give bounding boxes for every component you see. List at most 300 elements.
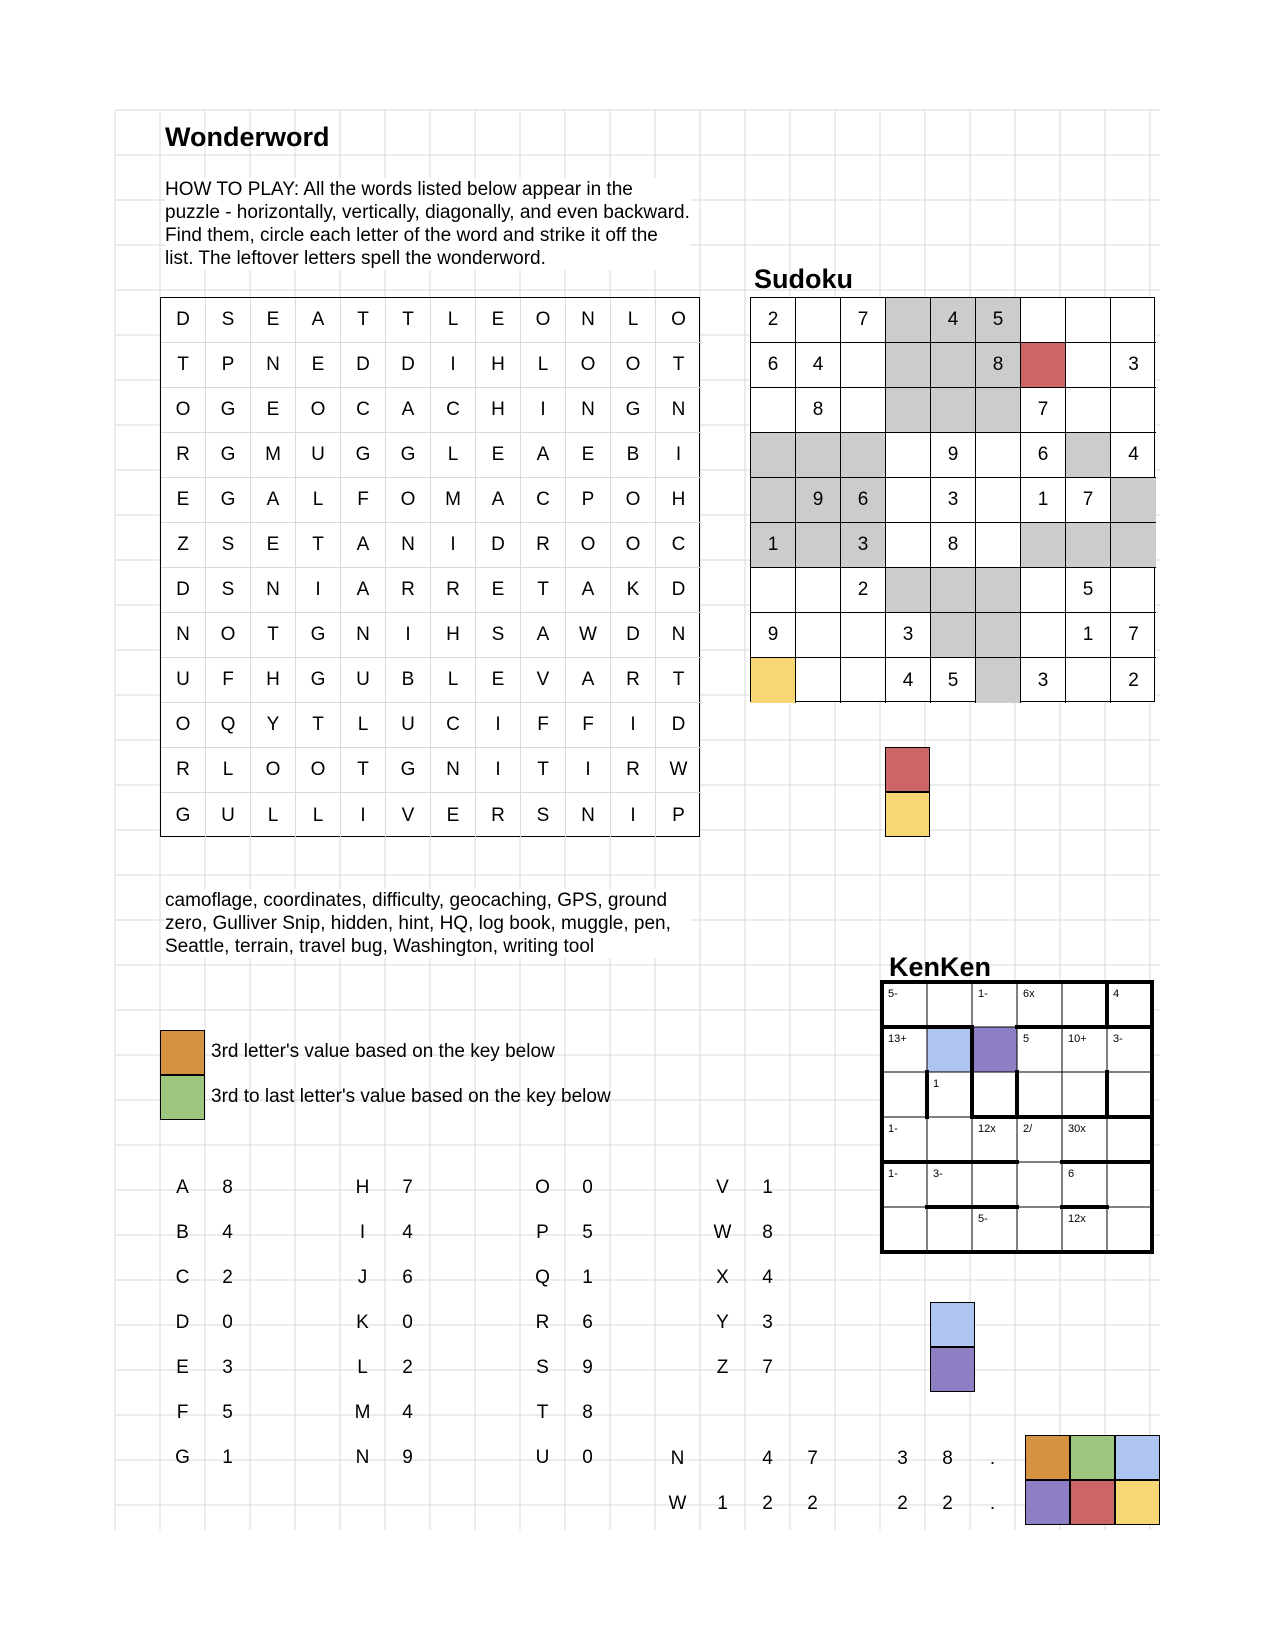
wonderword-letter[interactable]: E	[476, 658, 521, 703]
blue-swatch	[930, 1302, 975, 1347]
sudoku-cell[interactable]	[931, 613, 976, 658]
west-coordinate-char: W	[668, 1492, 687, 1514]
key-value: 5	[582, 1221, 593, 1243]
wonderword-letter[interactable]: D	[341, 343, 386, 388]
wonderword-letter[interactable]: P	[206, 343, 251, 388]
key-value: 0	[582, 1176, 593, 1198]
north-coordinate-char: .	[989, 1447, 996, 1469]
sudoku-cell[interactable]: 3	[1021, 658, 1066, 703]
wonderword-grid[interactable]	[160, 297, 700, 837]
sudoku-cell[interactable]	[751, 658, 796, 703]
wonderword-letter[interactable]: A	[251, 478, 296, 523]
wonderword-letter[interactable]: O	[566, 523, 611, 568]
sudoku-cell[interactable]: 7	[1111, 613, 1156, 658]
kenken-cell[interactable]	[1017, 1072, 1062, 1117]
wonderword-letter[interactable]: E	[476, 568, 521, 613]
sudoku-cell[interactable]	[1111, 478, 1156, 523]
key-letter: K	[356, 1311, 369, 1333]
wonderword-letter[interactable]: E	[476, 433, 521, 478]
kenken-cell[interactable]	[972, 1072, 1017, 1117]
key-letter: U	[535, 1446, 550, 1468]
wonderword-letter[interactable]: H	[251, 658, 296, 703]
sudoku-cell[interactable]: 8	[931, 523, 976, 568]
sudoku-cell[interactable]: 8	[976, 343, 1021, 388]
wonderword-letter[interactable]: O	[521, 298, 566, 343]
wonderword-letter[interactable]: Q	[206, 703, 251, 748]
wonderword-letter[interactable]: E	[251, 388, 296, 433]
kenken-cell[interactable]	[1107, 1117, 1152, 1162]
wonderword-letter[interactable]: H	[431, 613, 476, 658]
wonderword-letter[interactable]: M	[431, 478, 476, 523]
sudoku-cell[interactable]	[841, 658, 886, 703]
kenken-title: KenKen	[889, 952, 992, 982]
wonderword-letter[interactable]: C	[341, 388, 386, 433]
kenken-cell[interactable]	[927, 1117, 972, 1162]
wonderword-letter[interactable]: U	[206, 793, 251, 838]
wonderword-letter[interactable]: G	[296, 613, 341, 658]
west-coordinate-char: 2	[942, 1492, 953, 1514]
key-letter: Z	[716, 1356, 729, 1378]
key-letter: P	[536, 1221, 549, 1243]
key-letter: X	[716, 1266, 729, 1288]
key-value: 9	[582, 1356, 593, 1378]
wonderword-letter[interactable]: S	[521, 793, 566, 838]
wonderword-letter[interactable]: B	[386, 658, 431, 703]
kenken-cell[interactable]	[882, 1207, 927, 1252]
kenken-cell[interactable]	[1107, 1072, 1152, 1117]
sudoku-cell[interactable]	[751, 568, 796, 613]
sudoku-cell[interactable]	[1066, 523, 1111, 568]
kenken-clue: 6	[1068, 1168, 1075, 1180]
north-coordinate-char: 7	[807, 1447, 818, 1469]
wonderword-letter[interactable]: T	[296, 523, 341, 568]
sudoku-cell[interactable]	[1066, 388, 1111, 433]
wonderword-letter[interactable]: L	[431, 433, 476, 478]
green-legend-swatch	[160, 1075, 205, 1120]
kenken-cell[interactable]	[882, 1072, 927, 1117]
wonderword-letter[interactable]: A	[341, 523, 386, 568]
wonderword-letter[interactable]: H	[656, 478, 701, 523]
wonderword-letter[interactable]: A	[521, 613, 566, 658]
wonderword-letter[interactable]: O	[161, 388, 206, 433]
wonderword-instructions: HOW TO PLAY: All the words listed below appear in the puzzle - horizontally, vertically, diagonally, and even backward. Find them, circle each letter of the word and strike it off the list. The leftover letters spell the wonderword.	[165, 179, 690, 269]
sudoku-cell[interactable]	[886, 298, 931, 343]
wonderword-letter[interactable]: F	[206, 658, 251, 703]
north-coordinate-char: 3	[897, 1447, 908, 1469]
sudoku-cell[interactable]	[976, 658, 1021, 703]
wonderword-letter[interactable]: E	[476, 298, 521, 343]
wonderword-letter[interactable]: L	[251, 793, 296, 838]
wonderword-letter[interactable]: R	[161, 433, 206, 478]
wonderword-letter[interactable]: E	[251, 298, 296, 343]
wonderword-letter[interactable]: T	[521, 568, 566, 613]
wonderword-letter[interactable]: L	[611, 298, 656, 343]
key-value: 1	[762, 1176, 773, 1198]
wonderword-letter[interactable]: N	[161, 613, 206, 658]
wonderword-letter[interactable]: O	[656, 298, 701, 343]
kenken-clue: 5	[1023, 1033, 1030, 1045]
wonderword-letter[interactable]: P	[566, 478, 611, 523]
wonderword-letter[interactable]: R	[386, 568, 431, 613]
wonderword-letter[interactable]: E	[566, 433, 611, 478]
sudoku-cell[interactable]: 3	[841, 523, 886, 568]
key-letter: Q	[535, 1266, 550, 1288]
kenken-clue: 1-	[888, 1168, 898, 1180]
wonderword-letter[interactable]: P	[672, 804, 685, 826]
sudoku-cell[interactable]: 5	[931, 658, 976, 703]
sudoku-cell[interactable]: 7	[1021, 388, 1066, 433]
wonderword-letter[interactable]: R	[476, 793, 521, 838]
wonderword-letter[interactable]: V	[521, 658, 566, 703]
sudoku-cell[interactable]	[1021, 613, 1066, 658]
wonderword-letter[interactable]: O	[611, 523, 656, 568]
sudoku-cell[interactable]	[796, 568, 841, 613]
sudoku-cell[interactable]	[1021, 523, 1066, 568]
key-value: 0	[402, 1311, 413, 1333]
sudoku-cell[interactable]	[1021, 343, 1066, 388]
wonderword-letter[interactable]: N	[566, 793, 611, 838]
kenken-cell[interactable]	[972, 1162, 1017, 1207]
west-coordinate-char: 2	[807, 1492, 818, 1514]
wonderword-letter[interactable]: D	[161, 568, 206, 613]
wonderword-letter[interactable]: G	[206, 478, 251, 523]
sudoku-cell[interactable]	[751, 433, 796, 478]
kenken-cell[interactable]	[1017, 1162, 1062, 1207]
wonderword-letter[interactable]: F	[566, 703, 611, 748]
wonderword-letter[interactable]: T	[341, 298, 386, 343]
sudoku-cell[interactable]	[886, 343, 931, 388]
sudoku-cell[interactable]	[1021, 298, 1066, 343]
wonderword-letter[interactable]: N	[251, 343, 296, 388]
wonderword-letter[interactable]: T	[386, 298, 431, 343]
wonderword-letter[interactable]: L	[341, 703, 386, 748]
sudoku-cell[interactable]: 2	[841, 568, 886, 613]
key-letter: I	[359, 1221, 366, 1243]
wonderword-letter[interactable]: R	[161, 748, 206, 793]
wonderword-letter[interactable]: Z	[161, 523, 206, 568]
key-value: 5	[222, 1401, 233, 1423]
key-letter: W	[713, 1221, 732, 1243]
sudoku-cell[interactable]: 4	[886, 658, 931, 703]
sudoku-cell[interactable]	[886, 433, 931, 478]
sudoku-cell[interactable]	[931, 568, 976, 613]
wonderword-letter[interactable]: T	[296, 703, 341, 748]
sudoku-cell[interactable]: 1	[1021, 478, 1066, 523]
sudoku-cell[interactable]	[841, 388, 886, 433]
wonderword-letter[interactable]: O	[296, 748, 341, 793]
sudoku-cell[interactable]	[751, 388, 796, 433]
coordinate-swatch-yellow	[1115, 1480, 1160, 1525]
wonderword-letter[interactable]: O	[206, 613, 251, 658]
wonderword-letter[interactable]: E	[296, 343, 341, 388]
sudoku-cell[interactable]	[1021, 568, 1066, 613]
wonderword-letter[interactable]: A	[476, 478, 521, 523]
sudoku-cell[interactable]	[796, 433, 841, 478]
wonderword-letter[interactable]: I	[611, 793, 656, 838]
sudoku-cell[interactable]: 9	[796, 478, 841, 523]
wonderword-letter[interactable]: M	[251, 433, 296, 478]
key-value: 1	[222, 1446, 233, 1468]
wonderword-letter[interactable]: I	[431, 343, 476, 388]
wonderword-letter[interactable]: I	[521, 388, 566, 433]
west-coordinate-char: 2	[762, 1492, 773, 1514]
key-letter: F	[176, 1401, 189, 1423]
sudoku-cell[interactable]: 1	[1066, 613, 1111, 658]
sudoku-cell[interactable]: 8	[796, 388, 841, 433]
sudoku-cell[interactable]	[796, 523, 841, 568]
sudoku-cell[interactable]	[796, 658, 841, 703]
wonderword-letter[interactable]: G	[386, 433, 431, 478]
sudoku-cell[interactable]: 6	[1021, 433, 1066, 478]
key-value: 1	[582, 1266, 593, 1288]
wonderword-letter[interactable]: E	[431, 793, 476, 838]
wonderword-letter[interactable]: A	[566, 658, 611, 703]
wonderword-letter[interactable]: N	[341, 613, 386, 658]
wonderword-letter[interactable]: B	[611, 433, 656, 478]
sudoku-cell[interactable]: 3	[931, 478, 976, 523]
sudoku-cell[interactable]	[796, 613, 841, 658]
wonderword-word-list: camoflage, coordinates, difficulty, geocaching, GPS, ground zero, Gulliver Snip, hidden, hint, HQ, log book, muggle, pen, Seattle, terrain, travel bug, Washington, writing tool	[165, 889, 690, 958]
west-coordinate-char: .	[989, 1492, 996, 1514]
kenken-cell[interactable]	[1062, 1072, 1107, 1117]
wonderword-letter[interactable]: S	[206, 568, 251, 613]
key-value: 3	[762, 1311, 773, 1333]
wonderword-letter[interactable]: Y	[251, 703, 296, 748]
wonderword-letter[interactable]: T	[656, 658, 701, 703]
wonderword-letter[interactable]: I	[566, 748, 611, 793]
wonderword-letter[interactable]: O	[566, 343, 611, 388]
wonderword-letter[interactable]: H	[476, 343, 521, 388]
wonderword-letter[interactable]: S	[206, 298, 251, 343]
sudoku-cell[interactable]	[796, 298, 841, 343]
sudoku-cell[interactable]	[886, 568, 931, 613]
sudoku-cell[interactable]	[841, 343, 886, 388]
sudoku-cell[interactable]: 5	[976, 298, 1021, 343]
sudoku-grid[interactable]	[750, 297, 1155, 702]
sudoku-cell[interactable]	[931, 388, 976, 433]
wonderword-letter[interactable]: O	[386, 478, 431, 523]
wonderword-letter[interactable]: R	[521, 523, 566, 568]
sudoku-cell[interactable]: 2	[751, 298, 796, 343]
sudoku-cell[interactable]: 1	[751, 523, 796, 568]
wonderword-letter[interactable]: C	[431, 388, 476, 433]
kenken-clue: 2/	[1023, 1123, 1033, 1135]
wonderword-letter[interactable]: I	[611, 703, 656, 748]
wonderword-letter[interactable]: N	[566, 388, 611, 433]
sudoku-cell[interactable]	[976, 523, 1021, 568]
wonderword-letter[interactable]: C	[656, 523, 701, 568]
wonderword-letter[interactable]: G	[206, 433, 251, 478]
wonderword-letter[interactable]: K	[611, 568, 656, 613]
wonderword-letter[interactable]: R	[611, 748, 656, 793]
sudoku-cell[interactable]	[1066, 343, 1111, 388]
wonderword-letter[interactable]: A	[296, 298, 341, 343]
key-value: 7	[402, 1176, 413, 1198]
wonderword-letter[interactable]: G	[296, 658, 341, 703]
coordinate-swatch-red	[1070, 1480, 1115, 1525]
wonderword-letter[interactable]: I	[296, 568, 341, 613]
wonderword-letter[interactable]: U	[296, 433, 341, 478]
wonderword-letter[interactable]: C	[521, 478, 566, 523]
sudoku-cell[interactable]: 4	[1111, 433, 1156, 478]
coordinate-swatch-blue	[1115, 1435, 1160, 1480]
sudoku-cell[interactable]	[976, 433, 1021, 478]
sudoku-cell[interactable]: 6	[751, 343, 796, 388]
sudoku-cell[interactable]: 9	[751, 613, 796, 658]
wonderword-letter[interactable]: T	[341, 748, 386, 793]
key-value: 0	[222, 1311, 233, 1333]
sudoku-cell[interactable]	[1066, 658, 1111, 703]
wonderword-letter[interactable]: O	[296, 388, 341, 433]
wonderword-letter[interactable]: O	[611, 343, 656, 388]
wonderword-letter[interactable]: G	[206, 388, 251, 433]
sudoku-cell[interactable]: 4	[931, 298, 976, 343]
wonderword-letter[interactable]: R	[431, 568, 476, 613]
wonderword-letter[interactable]: L	[431, 298, 476, 343]
sudoku-cell[interactable]	[841, 613, 886, 658]
sudoku-cell[interactable]: 9	[931, 433, 976, 478]
wonderword-letter[interactable]: U	[386, 703, 431, 748]
wonderword-letter[interactable]: O	[161, 703, 206, 748]
wonderword-letter[interactable]: D	[656, 703, 701, 748]
wonderword-letter[interactable]: V	[386, 793, 431, 838]
sudoku-cell[interactable]	[976, 568, 1021, 613]
wonderword-letter[interactable]: G	[611, 388, 656, 433]
sudoku-cell[interactable]	[1111, 388, 1156, 433]
wonderword-letter[interactable]: A	[386, 388, 431, 433]
kenken-cell[interactable]	[927, 982, 972, 1027]
kenken-clue: 12x	[978, 1123, 996, 1135]
wonderword-letter[interactable]: F	[521, 703, 566, 748]
wonderword-letter[interactable]: D	[656, 568, 701, 613]
kenken-clue: 1-	[888, 1123, 898, 1135]
sudoku-cell[interactable]	[976, 388, 1021, 433]
wonderword-letter[interactable]: N	[656, 388, 701, 433]
wonderword-letter[interactable]: I	[476, 703, 521, 748]
kenken-clue: 1-	[978, 988, 988, 1000]
wonderword-letter[interactable]: H	[476, 388, 521, 433]
wonderword-letter[interactable]: I	[476, 748, 521, 793]
wonderword-letter[interactable]: E	[161, 478, 206, 523]
sudoku-cell[interactable]	[886, 478, 931, 523]
wonderword-letter[interactable]: E	[251, 523, 296, 568]
kenken-cell[interactable]	[1107, 1162, 1152, 1207]
kenken-cell[interactable]	[927, 1027, 972, 1072]
sudoku-cell[interactable]: 2	[1128, 669, 1139, 691]
wonderword-letter[interactable]: C	[431, 703, 476, 748]
wonderword-letter[interactable]: W	[566, 613, 611, 658]
sudoku-cell[interactable]: 3	[886, 613, 931, 658]
key-letter: G	[175, 1446, 190, 1468]
sudoku-cell[interactable]	[841, 433, 886, 478]
sudoku-cell[interactable]	[751, 478, 796, 523]
sudoku-cell[interactable]	[1111, 568, 1156, 613]
orange-legend-text: 3rd letter's value based on the key below	[211, 1041, 555, 1062]
wonderword-letter[interactable]: G	[341, 433, 386, 478]
wonderword-letter[interactable]: D	[611, 613, 656, 658]
sudoku-cell[interactable]	[1066, 433, 1111, 478]
kenken-cell[interactable]	[927, 1207, 972, 1252]
wonderword-letter[interactable]: N	[566, 298, 611, 343]
wonderword-letter[interactable]: N	[656, 613, 701, 658]
sudoku-cell[interactable]	[1066, 298, 1111, 343]
wonderword-letter[interactable]: D	[386, 343, 431, 388]
wonderword-letter[interactable]: O	[251, 748, 296, 793]
sudoku-cell[interactable]	[886, 388, 931, 433]
wonderword-letter[interactable]: W	[656, 748, 701, 793]
key-value: 6	[582, 1311, 593, 1333]
wonderword-letter[interactable]: T	[521, 748, 566, 793]
wonderword-letter[interactable]: A	[341, 568, 386, 613]
kenken-cell[interactable]	[1017, 1207, 1062, 1252]
wonderword-letter[interactable]: I	[386, 613, 431, 658]
wonderword-letter[interactable]: I	[431, 523, 476, 568]
wonderword-letter[interactable]: N	[386, 523, 431, 568]
kenken-cell[interactable]	[1062, 982, 1107, 1027]
wonderword-letter[interactable]: N	[251, 568, 296, 613]
north-coordinate-char: N	[670, 1447, 685, 1469]
wonderword-letter[interactable]: A	[521, 433, 566, 478]
wonderword-letter[interactable]: S	[206, 523, 251, 568]
sudoku-cell[interactable]	[1111, 298, 1156, 343]
sudoku-cell[interactable]: 4	[796, 343, 841, 388]
wonderword-letter[interactable]: G	[161, 793, 206, 838]
kenken-cell[interactable]	[1107, 1207, 1152, 1252]
wonderword-letter[interactable]: T	[161, 343, 206, 388]
wonderword-letter[interactable]: I	[656, 433, 701, 478]
sudoku-cell[interactable]: 3	[1111, 343, 1156, 388]
wonderword-letter[interactable]: U	[161, 658, 206, 703]
sudoku-cell[interactable]	[1111, 523, 1156, 568]
wonderword-letter[interactable]: D	[161, 298, 206, 343]
kenken-cell[interactable]	[972, 1027, 1017, 1072]
sudoku-cell[interactable]	[976, 613, 1021, 658]
north-coordinate-char: 4	[762, 1447, 773, 1469]
wonderword-title: Wonderword	[165, 122, 330, 152]
wonderword-letter[interactable]: L	[296, 478, 341, 523]
wonderword-letter[interactable]: I	[341, 793, 386, 838]
wonderword-letter[interactable]: L	[296, 793, 341, 838]
wonderword-letter[interactable]: L	[206, 748, 251, 793]
wonderword-letter[interactable]: G	[386, 748, 431, 793]
wonderword-letter[interactable]: D	[476, 523, 521, 568]
sudoku-cell[interactable]	[976, 478, 1021, 523]
wonderword-letter[interactable]: N	[431, 748, 476, 793]
wonderword-letter[interactable]: L	[431, 658, 476, 703]
west-coordinate-char: 1	[717, 1492, 728, 1514]
kenken-grid[interactable]	[880, 980, 1160, 1260]
wonderword-letter[interactable]: T	[656, 343, 701, 388]
wonderword-letter[interactable]: O	[611, 478, 656, 523]
wonderword-letter[interactable]: F	[341, 478, 386, 523]
wonderword-letter[interactable]: L	[521, 343, 566, 388]
sudoku-cell[interactable]: 6	[841, 478, 886, 523]
wonderword-letter[interactable]: T	[251, 613, 296, 658]
kenken-clue: 13+	[888, 1033, 907, 1045]
sudoku-cell[interactable]	[931, 343, 976, 388]
sudoku-cell[interactable]: 5	[1066, 568, 1111, 613]
sudoku-cell[interactable]: 7	[1066, 478, 1111, 523]
sudoku-cell[interactable]: 7	[841, 298, 886, 343]
sudoku-cell[interactable]	[886, 523, 931, 568]
kenken-clue: 3-	[933, 1168, 943, 1180]
wonderword-letter[interactable]: A	[566, 568, 611, 613]
key-letter: E	[176, 1356, 189, 1378]
key-value: 4	[222, 1221, 233, 1243]
wonderword-letter[interactable]: S	[476, 613, 521, 658]
wonderword-letter[interactable]: R	[611, 658, 656, 703]
wonderword-letter[interactable]: U	[341, 658, 386, 703]
